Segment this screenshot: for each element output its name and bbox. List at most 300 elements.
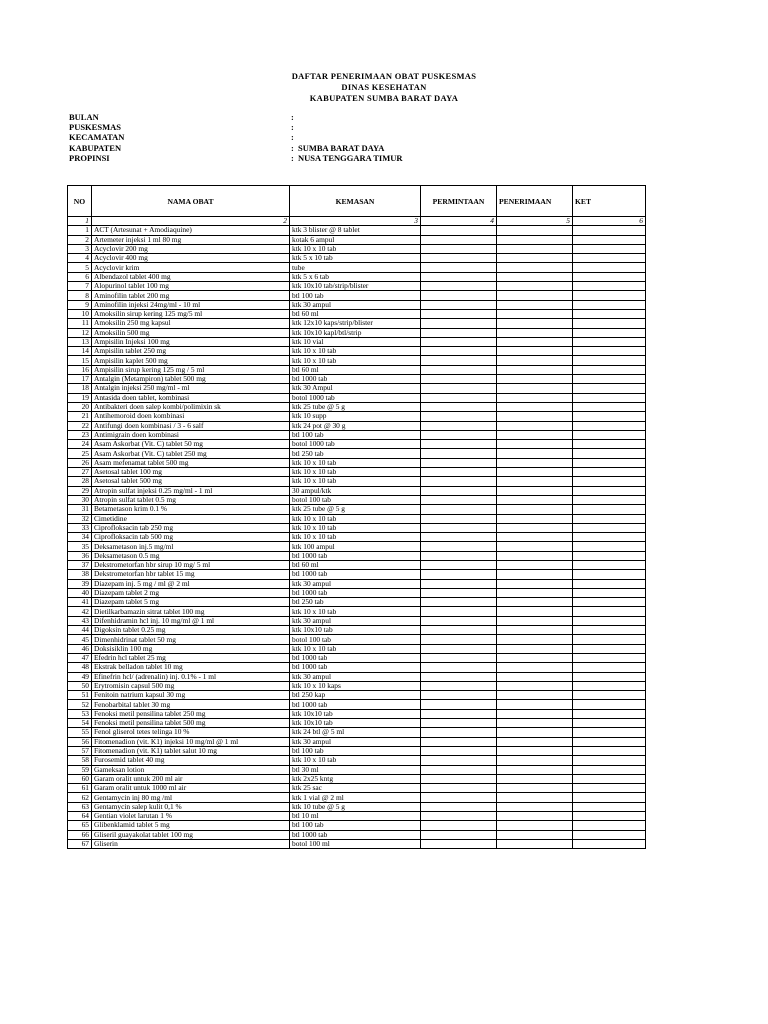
cell-nama-obat: Amoksilin sirup kering 125 mg/5 ml	[92, 309, 290, 318]
cell-nama-obat: Albendazol tablet 400 mg	[92, 272, 290, 281]
cell-ket	[573, 319, 646, 328]
table-row	[68, 468, 646, 477]
table-row	[68, 830, 646, 839]
cell-penerimaan	[497, 607, 573, 616]
cell-ket	[573, 300, 646, 309]
cell-nama-obat: Dekstrometorfan hbr sirup 10 mg/ 5 ml	[92, 560, 290, 569]
cell-no: 35	[68, 542, 92, 551]
table-row	[68, 644, 646, 653]
cell-ket	[573, 282, 646, 291]
table-row	[68, 784, 646, 793]
cell-no: 16	[68, 365, 92, 374]
table-row	[68, 244, 646, 253]
cell-no: 41	[68, 598, 92, 607]
cell-penerimaan	[497, 579, 573, 588]
cell-permintaan	[421, 681, 497, 690]
info-label: PROPINSI	[69, 152, 110, 163]
table-row	[68, 635, 646, 644]
cell-ket	[573, 737, 646, 746]
cell-kemasan: btl 1000 tab	[290, 375, 421, 384]
table-row	[68, 737, 646, 746]
table-row	[68, 691, 646, 700]
cell-penerimaan	[497, 384, 573, 393]
cell-kemasan: ktk 5 x 10 tab	[290, 254, 421, 263]
cell-permintaan	[421, 365, 497, 374]
cell-ket	[573, 263, 646, 272]
cell-ket	[573, 653, 646, 662]
cell-ket	[573, 812, 646, 821]
cell-kemasan: btl 60 ml	[290, 309, 421, 318]
cell-penerimaan	[497, 672, 573, 681]
cell-kemasan: botol 100 tab	[290, 635, 421, 644]
cell-penerimaan	[497, 756, 573, 765]
table-row	[68, 607, 646, 616]
cell-penerimaan	[497, 793, 573, 802]
cell-penerimaan	[497, 291, 573, 300]
cell-permintaan	[421, 402, 497, 411]
cell-nama-obat: Deksametason 0.5 mg	[92, 551, 290, 560]
medicine-table	[67, 185, 646, 849]
table-row	[68, 430, 646, 439]
table-row	[68, 663, 646, 672]
cell-no: 58	[68, 756, 92, 765]
cell-penerimaan	[497, 570, 573, 579]
cell-kemasan: ktk 10 x 10 tab	[290, 756, 421, 765]
cell-permintaan	[421, 440, 497, 449]
cell-kemasan: btl 1000 tab	[290, 830, 421, 839]
cell-no: 10	[68, 309, 92, 318]
table-row	[68, 653, 646, 662]
cell-no: 27	[68, 468, 92, 477]
cell-kemasan: ktk 10 x 10 tab	[290, 533, 421, 542]
table-row	[68, 254, 646, 263]
cell-no: 6	[68, 272, 92, 281]
cell-permintaan	[421, 533, 497, 542]
cell-no: 49	[68, 672, 92, 681]
table-row	[68, 226, 646, 235]
cell-penerimaan	[497, 375, 573, 384]
info-separator: :	[291, 132, 294, 143]
cell-permintaan	[421, 709, 497, 718]
cell-ket	[573, 533, 646, 542]
cell-permintaan	[421, 477, 497, 486]
cell-kemasan: 30 ampul/ktk	[290, 486, 421, 495]
cell-permintaan	[421, 570, 497, 579]
cell-permintaan	[421, 672, 497, 681]
cell-penerimaan	[497, 468, 573, 477]
header-permintaan: PERMINTAAN	[421, 186, 497, 217]
cell-permintaan	[421, 309, 497, 318]
info-value: SUMBA BARAT DAYA	[298, 142, 385, 153]
cell-nama-obat: Amoksilin 250 mg kapsul	[92, 319, 290, 328]
cell-penerimaan	[497, 337, 573, 346]
cell-nama-obat: Ampisilin kaplet 500 mg	[92, 356, 290, 365]
cell-permintaan	[421, 319, 497, 328]
cell-no: 24	[68, 440, 92, 449]
cell-ket	[573, 839, 646, 848]
table-row	[68, 449, 646, 458]
table-row	[68, 700, 646, 709]
cell-nama-obat: ACT (Artesunat + Amodiaquine)	[92, 226, 290, 235]
cell-nama-obat: Garam oralit untuk 1000 ml air	[92, 784, 290, 793]
cell-ket	[573, 719, 646, 728]
cell-permintaan	[421, 226, 497, 235]
cell-penerimaan	[497, 244, 573, 253]
cell-kemasan: ktk 2x25 kntg	[290, 774, 421, 783]
cell-penerimaan	[497, 802, 573, 811]
cell-ket	[573, 663, 646, 672]
table-row	[68, 551, 646, 560]
cell-no: 65	[68, 821, 92, 830]
table-row	[68, 412, 646, 421]
cell-permintaan	[421, 719, 497, 728]
cell-no: 37	[68, 560, 92, 569]
cell-no: 64	[68, 812, 92, 821]
cell-penerimaan	[497, 653, 573, 662]
cell-no: 32	[68, 514, 92, 523]
cell-kemasan: btl 60 ml	[290, 365, 421, 374]
cell-ket	[573, 430, 646, 439]
table-row	[68, 365, 646, 374]
cell-permintaan	[421, 598, 497, 607]
cell-no: 28	[68, 477, 92, 486]
cell-penerimaan	[497, 402, 573, 411]
cell-ket	[573, 588, 646, 597]
cell-ket	[573, 421, 646, 430]
cell-nama-obat: Betametason krim 0.1 %	[92, 505, 290, 514]
cell-nama-obat: Cimetidine	[92, 514, 290, 523]
table-row	[68, 793, 646, 802]
cell-kemasan: ktk 10 x 10 kaps	[290, 681, 421, 690]
cell-no: 39	[68, 579, 92, 588]
cell-penerimaan	[497, 560, 573, 569]
cell-penerimaan	[497, 421, 573, 430]
cell-permintaan	[421, 635, 497, 644]
cell-nama-obat: Ciprofloksacin tab 500 mg	[92, 533, 290, 542]
cell-nama-obat: Ekstrak belladon tablet 10 mg	[92, 663, 290, 672]
cell-permintaan	[421, 765, 497, 774]
cell-kemasan: ktk 10x10 tab	[290, 626, 421, 635]
cell-nama-obat: Acyclovir 400 mg	[92, 254, 290, 263]
cell-no: 12	[68, 328, 92, 337]
cell-no: 33	[68, 523, 92, 532]
cell-no: 53	[68, 709, 92, 718]
cell-ket	[573, 728, 646, 737]
cell-permintaan	[421, 551, 497, 560]
cell-nama-obat: Fitomenadion (vit. K1) injeksi 10 mg/ml @ 1 ml	[92, 737, 290, 746]
cell-nama-obat: Acyclovir 200 mg	[92, 244, 290, 253]
cell-permintaan	[421, 347, 497, 356]
cell-no: 61	[68, 784, 92, 793]
cell-ket	[573, 672, 646, 681]
cell-kemasan: ktk 100 ampul	[290, 542, 421, 551]
cell-permintaan	[421, 356, 497, 365]
cell-penerimaan	[497, 300, 573, 309]
cell-nama-obat: Efedrin hcl tablet 25 mg	[92, 653, 290, 662]
cell-kemasan: botol 1000 tab	[290, 440, 421, 449]
cell-ket	[573, 254, 646, 263]
cell-ket	[573, 235, 646, 244]
cell-no: 46	[68, 644, 92, 653]
cell-nama-obat: Difenhidramin hcl inj. 10 mg/ml @ 1 ml	[92, 616, 290, 625]
document-subtitle-dinas: DINAS KESEHATAN	[341, 82, 427, 92]
cell-nama-obat: Artemeter injeksi 1 ml 80 mg	[92, 235, 290, 244]
cell-ket	[573, 347, 646, 356]
cell-kemasan: ktk 3 blister @ 8 tablet	[290, 226, 421, 235]
table-row	[68, 746, 646, 755]
cell-nama-obat: Diazepam tablet 2 mg	[92, 588, 290, 597]
table-row	[68, 719, 646, 728]
table-row	[68, 300, 646, 309]
cell-nama-obat: Asam Askorbat (Vit. C) tablet 50 mg	[92, 440, 290, 449]
cell-kemasan: btl 250 tab	[290, 449, 421, 458]
table-row	[68, 272, 646, 281]
info-label: KABUPATEN	[69, 142, 122, 153]
table-row	[68, 626, 646, 635]
table-row	[68, 235, 646, 244]
col-number: 5	[497, 217, 573, 226]
cell-permintaan	[421, 607, 497, 616]
table-row	[68, 802, 646, 811]
cell-no: 19	[68, 393, 92, 402]
cell-no: 23	[68, 430, 92, 439]
cell-kemasan: ktk 10 x 10 tab	[290, 644, 421, 653]
cell-nama-obat: Antihemoroid doen kombinasi	[92, 412, 290, 421]
cell-nama-obat: Ampisilin sirup kering 125 mg / 5 ml	[92, 365, 290, 374]
cell-nama-obat: Fitomenadion (vit. K1) tablet salut 10 mg	[92, 746, 290, 755]
cell-penerimaan	[497, 812, 573, 821]
cell-no: 67	[68, 839, 92, 848]
cell-penerimaan	[497, 486, 573, 495]
table-row	[68, 514, 646, 523]
table-row	[68, 291, 646, 300]
info-value: NUSA TENGGARA TIMUR	[298, 152, 403, 163]
cell-penerimaan	[497, 774, 573, 783]
cell-ket	[573, 616, 646, 625]
column-number-row	[68, 217, 646, 226]
cell-penerimaan	[497, 226, 573, 235]
table-row	[68, 616, 646, 625]
cell-kemasan: ktk 30 ampul	[290, 579, 421, 588]
cell-ket	[573, 523, 646, 532]
info-separator: :	[291, 122, 294, 133]
cell-kemasan: ktk 1 vial @ 2 ml	[290, 793, 421, 802]
cell-ket	[573, 570, 646, 579]
table-row	[68, 756, 646, 765]
table-row	[68, 681, 646, 690]
cell-nama-obat: Ampisilin Injeksi 100 mg	[92, 337, 290, 346]
cell-penerimaan	[497, 598, 573, 607]
cell-no: 20	[68, 402, 92, 411]
cell-nama-obat: Dekstrometorfan hbr tablet 15 mg	[92, 570, 290, 579]
cell-no: 22	[68, 421, 92, 430]
cell-no: 18	[68, 384, 92, 393]
table-row	[68, 588, 646, 597]
cell-ket	[573, 830, 646, 839]
cell-ket	[573, 542, 646, 551]
table-row	[68, 477, 646, 486]
cell-permintaan	[421, 691, 497, 700]
cell-permintaan	[421, 412, 497, 421]
cell-kemasan: ktk 25 tube @ 5 g	[290, 505, 421, 514]
cell-ket	[573, 440, 646, 449]
cell-permintaan	[421, 337, 497, 346]
cell-permintaan	[421, 542, 497, 551]
cell-permintaan	[421, 263, 497, 272]
cell-kemasan: btl 60 ml	[290, 560, 421, 569]
cell-nama-obat: Fenoksi metil pensilina tablet 250 mg	[92, 709, 290, 718]
cell-no: 45	[68, 635, 92, 644]
cell-no: 43	[68, 616, 92, 625]
cell-kemasan: btl 1000 tab	[290, 700, 421, 709]
table-row	[68, 486, 646, 495]
cell-ket	[573, 337, 646, 346]
cell-no: 52	[68, 700, 92, 709]
document-subtitle-kabupaten: KABUPATEN SUMBA BARAT DAYA	[309, 93, 459, 103]
cell-no: 40	[68, 588, 92, 597]
table-row	[68, 709, 646, 718]
cell-ket	[573, 579, 646, 588]
cell-permintaan	[421, 514, 497, 523]
cell-nama-obat: Fenobarbital tablet 30 mg	[92, 700, 290, 709]
table-row	[68, 839, 646, 848]
table-row	[68, 328, 646, 337]
cell-penerimaan	[497, 821, 573, 830]
cell-penerimaan	[497, 328, 573, 337]
cell-penerimaan	[497, 477, 573, 486]
cell-penerimaan	[497, 495, 573, 504]
cell-no: 29	[68, 486, 92, 495]
cell-nama-obat: Antalgin injeksi 250 mg/ml - ml	[92, 384, 290, 393]
cell-nama-obat: Amoksilin 500 mg	[92, 328, 290, 337]
header-penerimaan: PENERIMAAN	[497, 186, 573, 217]
cell-ket	[573, 505, 646, 514]
table-row	[68, 384, 646, 393]
cell-permintaan	[421, 821, 497, 830]
table-row	[68, 774, 646, 783]
cell-kemasan: ktk 10x10 kapl/btl/strip	[290, 328, 421, 337]
cell-ket	[573, 514, 646, 523]
cell-ket	[573, 291, 646, 300]
cell-nama-obat: Aminofilin injeksi 24mg/ml - 10 ml	[92, 300, 290, 309]
header-ket: KET	[573, 186, 646, 217]
cell-permintaan	[421, 384, 497, 393]
info-separator: :	[291, 142, 294, 153]
table-row	[68, 282, 646, 291]
cell-no: 57	[68, 746, 92, 755]
cell-kemasan: ktk 24 btl @ 5 ml	[290, 728, 421, 737]
cell-penerimaan	[497, 765, 573, 774]
header-no: NO	[68, 186, 92, 217]
cell-penerimaan	[497, 458, 573, 467]
cell-nama-obat: Antifungi doen kombinasi / 3 - 6 salf	[92, 421, 290, 430]
cell-no: 56	[68, 737, 92, 746]
cell-permintaan	[421, 486, 497, 495]
cell-penerimaan	[497, 746, 573, 755]
cell-penerimaan	[497, 588, 573, 597]
cell-nama-obat: Fenitoin natrium kapsul 30 mg	[92, 691, 290, 700]
cell-no: 4	[68, 254, 92, 263]
cell-nama-obat: Digoksin tablet 0.25 mg	[92, 626, 290, 635]
cell-ket	[573, 635, 646, 644]
cell-ket	[573, 272, 646, 281]
cell-no: 51	[68, 691, 92, 700]
cell-kemasan: ktk 30 ampul	[290, 672, 421, 681]
cell-kemasan: btl 250 tab	[290, 598, 421, 607]
cell-ket	[573, 802, 646, 811]
table-row	[68, 402, 646, 411]
cell-no: 13	[68, 337, 92, 346]
cell-kemasan: ktk 30 ampul	[290, 737, 421, 746]
cell-nama-obat: Atropin sulfat tablet 0.5 mg	[92, 495, 290, 504]
cell-kemasan: btl 1000 tab	[290, 588, 421, 597]
cell-nama-obat: Antalgin (Metampiron) tablet 500 mg	[92, 375, 290, 384]
cell-kemasan: ktk 10 x 10 tab	[290, 523, 421, 532]
cell-penerimaan	[497, 709, 573, 718]
cell-nama-obat: Aminofilin tablet 200 mg	[92, 291, 290, 300]
table-row	[68, 356, 646, 365]
cell-no: 50	[68, 681, 92, 690]
cell-permintaan	[421, 300, 497, 309]
cell-kemasan: btl 250 kap	[290, 691, 421, 700]
table-row	[68, 505, 646, 514]
cell-penerimaan	[497, 254, 573, 263]
cell-nama-obat: Asam Askorbat (Vit. C) tablet 250 mg	[92, 449, 290, 458]
table-row	[68, 421, 646, 430]
header-kemasan: KEMASAN	[290, 186, 421, 217]
cell-nama-obat: Antimigrain doen kombinasi	[92, 430, 290, 439]
cell-penerimaan	[497, 616, 573, 625]
cell-penerimaan	[497, 235, 573, 244]
cell-permintaan	[421, 421, 497, 430]
cell-no: 14	[68, 347, 92, 356]
cell-no: 34	[68, 533, 92, 542]
cell-no: 38	[68, 570, 92, 579]
cell-permintaan	[421, 254, 497, 263]
table-row	[68, 560, 646, 569]
cell-kemasan: botol 1000 tab	[290, 393, 421, 402]
cell-penerimaan	[497, 514, 573, 523]
cell-ket	[573, 784, 646, 793]
cell-penerimaan	[497, 830, 573, 839]
cell-penerimaan	[497, 505, 573, 514]
cell-no: 5	[68, 263, 92, 272]
info-separator: :	[291, 112, 294, 122]
cell-ket	[573, 821, 646, 830]
info-label: BULAN	[69, 112, 99, 122]
cell-no: 9	[68, 300, 92, 309]
cell-no: 48	[68, 663, 92, 672]
cell-kemasan: ktk 10x10 tab/strip/blister	[290, 282, 421, 291]
cell-kemasan: ktk 10 tube @ 5 g	[290, 802, 421, 811]
cell-permintaan	[421, 700, 497, 709]
cell-nama-obat: Erytromisin capsul 500 mg	[92, 681, 290, 690]
cell-ket	[573, 486, 646, 495]
cell-permintaan	[421, 737, 497, 746]
cell-permintaan	[421, 282, 497, 291]
cell-permintaan	[421, 756, 497, 765]
cell-penerimaan	[497, 542, 573, 551]
cell-penerimaan	[497, 282, 573, 291]
cell-penerimaan	[497, 663, 573, 672]
cell-penerimaan	[497, 626, 573, 635]
cell-nama-obat: Asam mefenamat tablet 500 mg	[92, 458, 290, 467]
cell-permintaan	[421, 653, 497, 662]
cell-kemasan: ktk 10 vial	[290, 337, 421, 346]
table-header-row	[68, 186, 646, 217]
cell-ket	[573, 691, 646, 700]
cell-nama-obat: Dimenhidrinat tablet 50 mg	[92, 635, 290, 644]
